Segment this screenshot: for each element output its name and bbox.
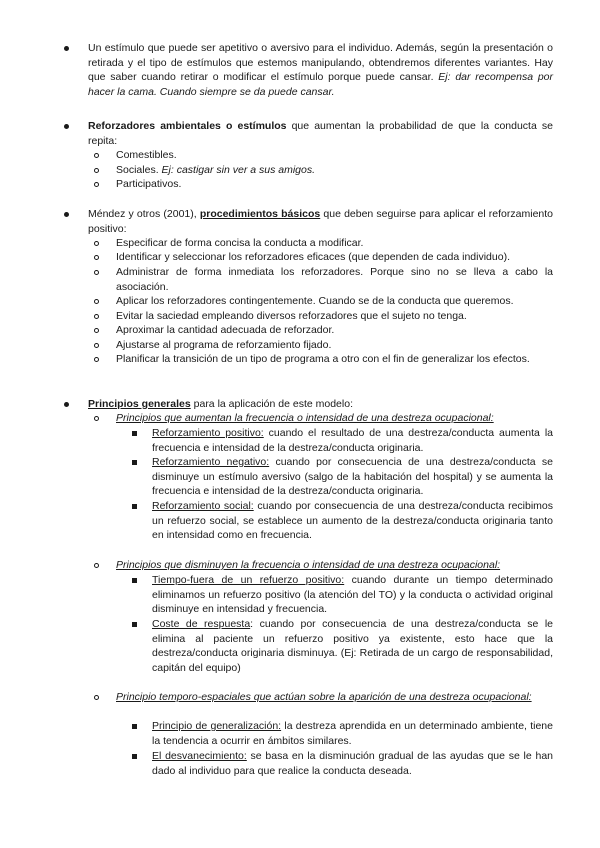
procedimiento-item: Evitar la saciedad empleando diversos reforzadores que el sujeto no tenga. bbox=[116, 309, 553, 324]
procedimiento-item: Administrar de forma inmediata los reforzadores. Porque sino no se lleva a cabo la asociación. bbox=[116, 265, 553, 294]
principio-item: Reforzamiento positivo: cuando el resultado de una destreza/conducta aumenta la frecuencia e intensidad de la destreza/conducta originaria. bbox=[152, 426, 553, 455]
principio-item: Tiempo-fuera de un refuerzo positivo: cuando durante un tiempo determinado eliminamos un refuerzo positivo (la atención del TO) y la conducta o actividad original disminuye en intensidad y frecuencia. bbox=[152, 573, 553, 617]
principios-group-heading: Principios que aumentan la frecuencia o intensidad de una destreza ocupacional: bbox=[116, 411, 553, 426]
estimulo-text: Un estímulo que puede ser apetitivo o aversivo para el individuo. Además, según la presentación o retirada y el tipo de estímulos que estemos manipulando, obtendremos diferentes variantes. Hay que saber cuando retirar o modificar el estímulo porque puede cansar. bbox=[88, 42, 553, 83]
procedimiento-item: Aproximar la cantidad adecuada de reforzador. bbox=[116, 323, 553, 338]
bullet-procedimientos: Méndez y otros (2001), procedimientos básicos que deben seguirse para aplicar el reforzamiento positivo: bbox=[88, 207, 553, 236]
reforzadores-title: Reforzadores ambientales o estímulos bbox=[88, 120, 287, 132]
procedimiento-item: Aplicar los reforzadores contingentemente. Cuando se de la conducta que queremos. bbox=[116, 294, 553, 309]
principios-group-heading: Principios que disminuyen la frecuencia o intensidad de una destreza ocupacional: bbox=[116, 558, 553, 573]
bullet-reforzadores-ambientales bbox=[88, 119, 553, 148]
bullet-circle bbox=[94, 168, 99, 173]
bullet-estimulo bbox=[88, 41, 553, 99]
principio-item: Reforzamiento negativo: cuando por consecuencia de una destreza/conducta se disminuye un estímulo aversivo (salgo de la habitación del hospital) y se aumenta la frecuencia e intensidad de la destreza/conducta originaria. bbox=[152, 455, 553, 499]
principio-item: Principio de generalización: la destreza aprendida en un determinado ambiente, tiene la tendencia a ocurrir en ámbitos similares. bbox=[152, 719, 553, 748]
reforzador-item: Participativos. bbox=[116, 177, 553, 192]
bullet-principios-generales: Principios generales para la aplicación de este modelo: bbox=[88, 397, 553, 412]
bullet-disc bbox=[64, 402, 69, 407]
procedimientos-title: procedimientos básicos bbox=[199, 208, 321, 220]
bullet-disc bbox=[64, 124, 69, 129]
procedimiento-item: Ajustarse al programa de reforzamiento fijado. bbox=[116, 338, 553, 353]
principios-title: Principios generales bbox=[88, 398, 191, 410]
reforzadores-rest: que aumentan la probabilidad de que la conducta se repita: bbox=[88, 120, 553, 147]
procedimiento-item: Identificar y seleccionar los reforzadores eficaces (que dependen de cada individuo). bbox=[116, 250, 553, 265]
reforzador-item: Sociales. Ej: castigar sin ver a sus amigos. bbox=[116, 163, 553, 178]
bullet-circle bbox=[94, 153, 99, 158]
principio-item: Reforzamiento social: cuando por consecuencia de una destreza/conducta recibimos un refuerzo social, se establece un aumento de la destreza/conducta originaria tanto en intensidad como en frecuencia. bbox=[152, 499, 553, 543]
procedimiento-item: Especificar de forma concisa la conducta a modificar. bbox=[116, 236, 553, 251]
bullet-disc bbox=[64, 212, 69, 217]
reforzador-item: Comestibles. bbox=[116, 148, 553, 163]
principio-item: Coste de respuesta: cuando por consecuencia de una destreza/conducta se le elimina al paciente un refuerzo positivo ya existente, esto hace que la destreza/conducta originaria disminuya. (Ej: Retirada de un cargo de responsabilidad, capitán del equipo) bbox=[152, 617, 553, 675]
bullet-square bbox=[132, 431, 137, 436]
procedimiento-item: Planificar la transición de un tipo de programa a otro con el fin de generalizar los efectos. bbox=[116, 352, 553, 367]
bullet-circle bbox=[94, 182, 99, 187]
principios-group-heading: Principio temporo-espaciales que actúan sobre la aparición de una destreza ocupacional: bbox=[116, 690, 553, 705]
bullet-disc bbox=[64, 46, 69, 51]
estimulo-example: Ej: dar recompensa por hacer la cama. Cuando siempre se da puede cansar. bbox=[88, 71, 554, 98]
principio-item: El desvanecimiento: se basa en la disminución gradual de las ayudas que se le han dado al individuo para que realice la conducta deseada. bbox=[152, 749, 553, 778]
